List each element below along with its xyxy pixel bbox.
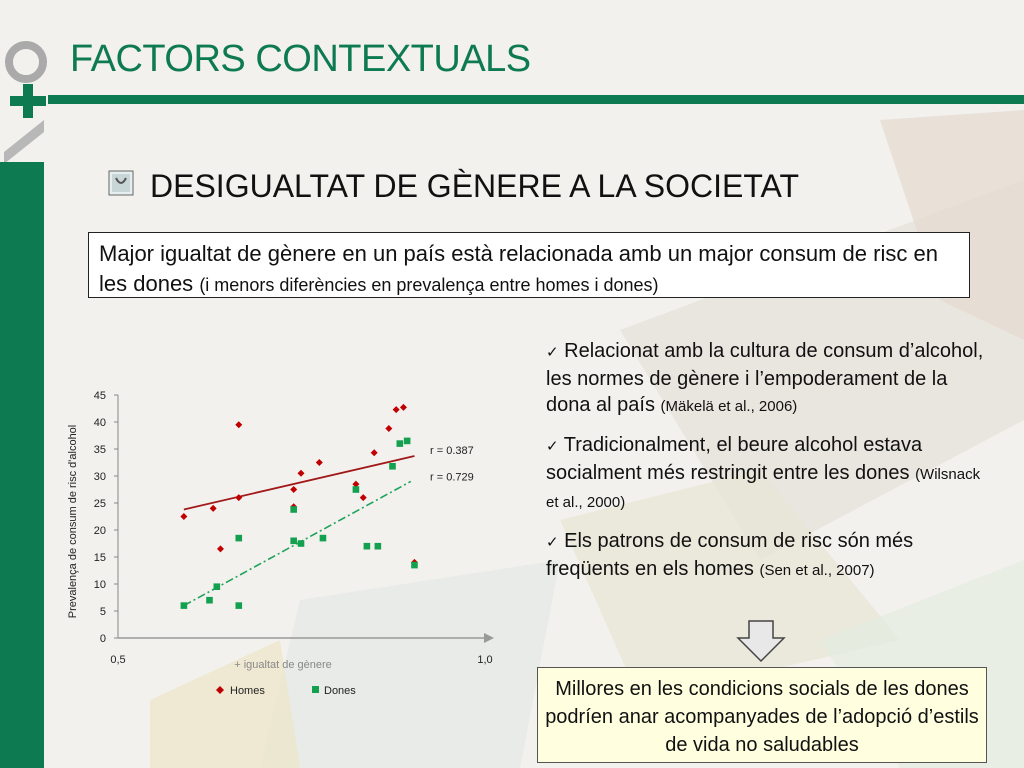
bullet-text: Els patrons de consum de risc són més freqüents en els homes — [546, 530, 914, 580]
data-point-dones — [389, 463, 396, 470]
check-icon: ✓ — [546, 534, 559, 551]
data-point-dones — [320, 535, 327, 542]
slide-title: FACTORS CONTEXTUALS — [70, 38, 531, 80]
data-point-dones — [214, 583, 221, 590]
y-tick-label: 0 — [99, 633, 106, 645]
data-point-homes — [316, 459, 323, 466]
data-point-homes — [235, 421, 242, 428]
bullet-text: Relacionat amb la cultura de consum d’alcohol, les normes de gènere i l’empoderament de la dona al país — [546, 340, 984, 416]
bullet-citation: (Wilsnack et al., 2000) — [546, 466, 981, 511]
main-statement-text: Major igualtat de gènere en un país està relacionada amb un major consum de risc en les dones — [99, 241, 938, 296]
trendline-homes — [184, 456, 415, 509]
picture-bullet-icon — [108, 170, 134, 196]
y-tick-label: 10 — [93, 579, 106, 591]
data-point-dones — [353, 486, 360, 493]
data-point-dones — [397, 440, 404, 447]
data-point-homes — [210, 505, 217, 512]
data-point-homes — [393, 406, 400, 413]
data-point-homes — [385, 425, 392, 432]
bullet-text: Tradicionalment, el beure alcohol estava socialment més restringit entre les dones — [546, 434, 923, 484]
y-tick-label: 40 — [93, 417, 106, 429]
bullet-item — [546, 338, 986, 420]
bullet-item — [546, 432, 986, 516]
down-arrow-icon — [736, 620, 786, 662]
main-statement-box — [88, 232, 970, 298]
data-point-dones — [235, 535, 242, 542]
check-icon: ✓ — [546, 344, 559, 361]
data-point-homes — [360, 494, 367, 501]
data-point-homes — [180, 513, 187, 520]
bullet-list — [546, 338, 986, 596]
data-point-dones — [290, 538, 297, 545]
bullet-item — [546, 528, 986, 584]
y-tick-label: 25 — [93, 498, 106, 510]
y-tick-label: 35 — [93, 444, 106, 456]
y-tick-label: 15 — [93, 552, 106, 564]
section-subheading: DESIGUALTAT DE GÈNERE A LA SOCIETAT — [150, 168, 800, 204]
data-point-dones — [235, 602, 242, 609]
data-point-homes — [371, 449, 378, 456]
data-point-homes — [217, 545, 224, 552]
main-statement-note: (i menors diferències en prevalença entre homes i dones) — [199, 275, 659, 295]
data-point-dones — [206, 597, 213, 604]
check-icon: ✓ — [546, 438, 559, 455]
legend-label-homes: Homes — [230, 685, 265, 697]
data-point-dones — [364, 543, 371, 550]
institution-logo — [0, 40, 50, 165]
data-point-dones — [298, 540, 305, 547]
x-tick-label: 0,5 — [110, 654, 126, 666]
data-point-dones — [411, 562, 418, 569]
legend-label-dones: Dones — [324, 685, 356, 697]
x-tick-label: 1,0 — [477, 654, 493, 666]
data-point-homes — [235, 494, 242, 501]
conclusion-box — [537, 667, 987, 763]
y-axis-label: Prevalença de consum de risc d'alcohol — [67, 424, 79, 619]
legend-marker-homes — [216, 686, 224, 694]
r-label-homes: r = 0.387 — [430, 445, 474, 457]
legend-marker-dones — [312, 686, 319, 693]
scatter-chart — [62, 385, 502, 705]
y-tick-label: 30 — [93, 471, 106, 483]
data-point-homes — [290, 486, 297, 493]
y-tick-label: 5 — [99, 606, 106, 618]
data-point-homes — [298, 470, 305, 477]
title-rule — [48, 95, 1024, 104]
data-point-homes — [400, 404, 407, 411]
x-axis-arrowhead — [484, 633, 494, 643]
data-point-dones — [290, 506, 297, 513]
x-axis-label: + igualtat de gènere — [234, 659, 332, 671]
bullet-citation: (Mäkelä et al., 2006) — [660, 398, 798, 415]
bullet-citation: (Sen et al., 2007) — [759, 562, 875, 579]
conclusion-text: Millores en les condicions socials de les dones podríen anar acompanyades de l’adopció d’estils de vida no saludables — [545, 678, 979, 756]
data-point-dones — [375, 543, 382, 550]
data-point-dones — [404, 438, 411, 445]
y-tick-label: 45 — [93, 390, 106, 402]
y-tick-label: 20 — [93, 525, 106, 537]
data-point-dones — [181, 602, 188, 609]
left-sidebar-bar — [0, 162, 44, 768]
r-label-dones: r = 0.729 — [430, 471, 474, 484]
